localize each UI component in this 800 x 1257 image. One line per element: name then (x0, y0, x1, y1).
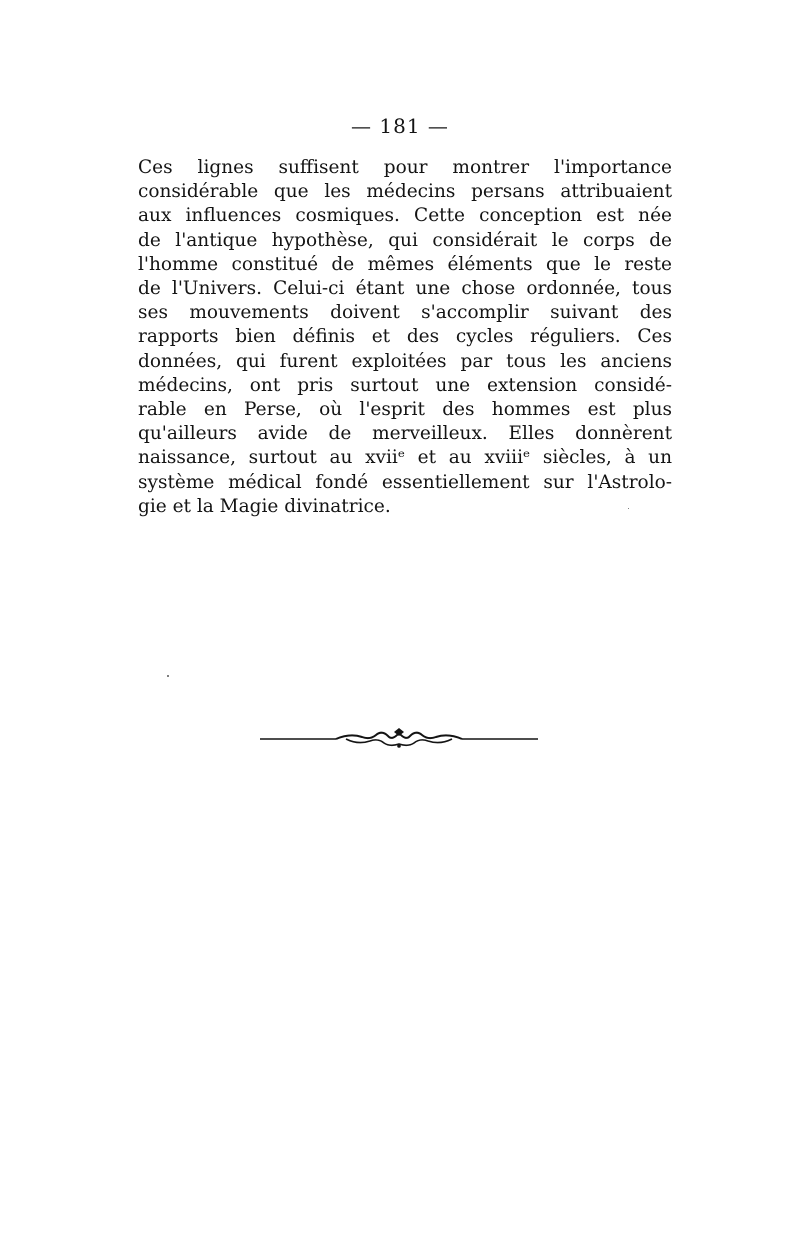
text-line: système médical fondé essentiellement sur l'Astrolo- (138, 471, 672, 493)
paper-speck (628, 508, 629, 509)
text-line: rable en Perse, où l'esprit des hommes est plus (138, 399, 672, 421)
text-line: l'homme constitué de mêmes éléments que le reste (138, 253, 672, 275)
text-line: naissance, surtout au xviiᵉ et au xviiiᵉ siècles, à un (138, 447, 672, 469)
page-number: — 181 — (351, 114, 449, 138)
text-line: considérable que les médecins persans attribuaient (138, 181, 672, 203)
text-line: de l'Univers. Celui-ci étant une chose ordonnée, tous (138, 278, 672, 300)
text-line: médecins, ont pris surtout une extension considé- (138, 374, 672, 396)
text-line: Ces lignes suffisent pour montrer l'importance (138, 157, 672, 178)
text-line: données, qui furent exploitées par tous les anciens (138, 350, 672, 372)
body-text (138, 156, 672, 519)
text-line: ses mouvements doivent s'accomplir suivant des (138, 302, 672, 324)
text-line: gie et la Magie divinatrice. (138, 495, 391, 517)
text-line: de l'antique hypothèse, qui considérait le corps de (138, 229, 672, 251)
paper-speck (167, 675, 169, 677)
text-line: qu'ailleurs avide de merveilleux. Elles donnèrent (138, 423, 672, 445)
ornament-divider (258, 724, 540, 754)
text-line: rapports bien définis et des cycles réguliers. Ces (138, 326, 672, 348)
text-line: aux influences cosmiques. Cette conception est née (138, 205, 672, 227)
